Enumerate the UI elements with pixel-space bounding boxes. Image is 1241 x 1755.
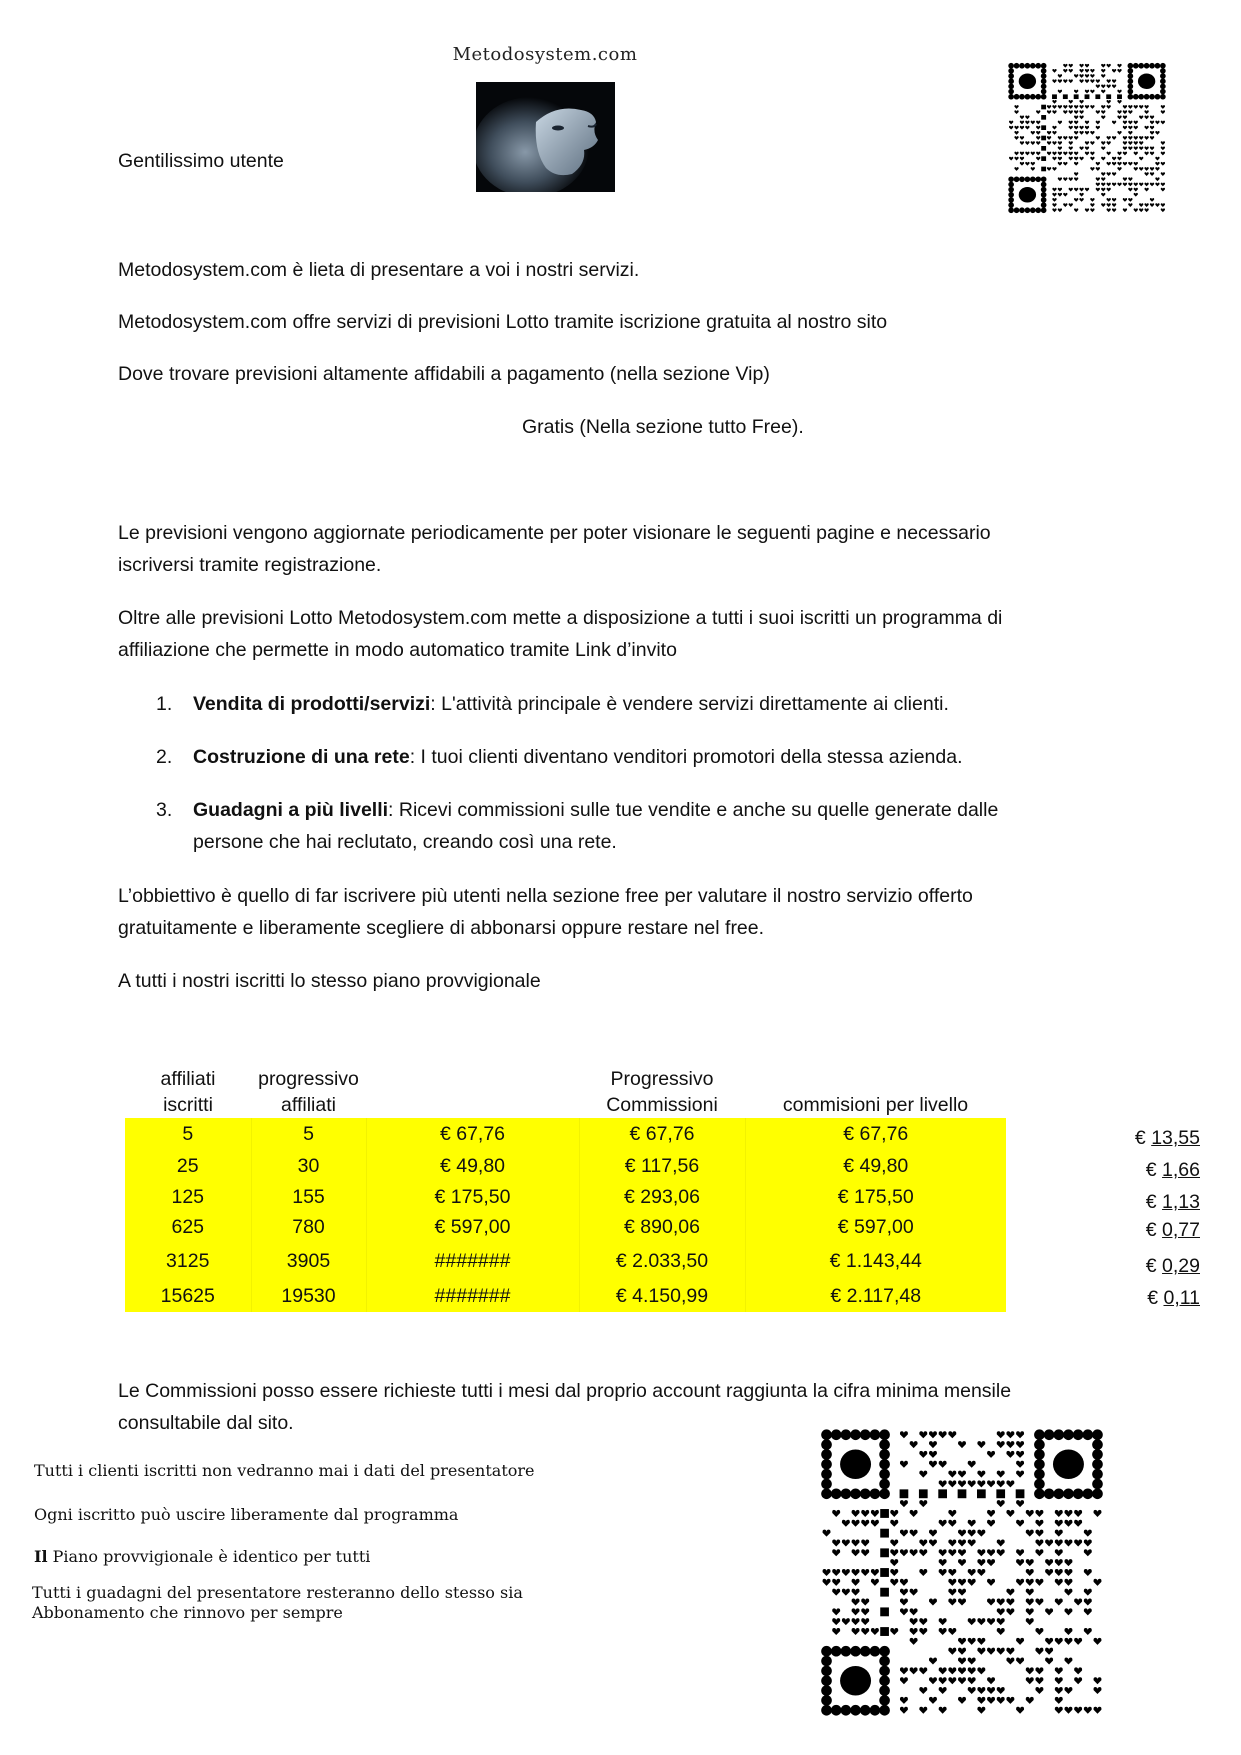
para-previsioni-line-2: iscriversi tramite registrazione.	[118, 554, 382, 576]
side-value-number: 1,13	[1162, 1191, 1200, 1213]
list-number: 3.	[156, 799, 173, 821]
qr-code-top	[1003, 58, 1171, 218]
list-number: 2.	[156, 746, 173, 768]
side-value-number: 0,77	[1162, 1219, 1200, 1241]
table-row	[125, 1242, 1006, 1280]
para-obiettivo-line-1: L’obbiettivo è quello di far iscrivere più utenti nella sezione free per valutare il nostro servizio offerto	[118, 885, 973, 907]
table-header-row	[125, 1066, 1006, 1118]
header-progressivo-affiliati: progressivo affiliati	[251, 1066, 366, 1118]
table-cell: 25	[125, 1150, 251, 1182]
table-cell: € 117,56	[579, 1150, 745, 1182]
header-commissioni-livello: commisioni per livello	[745, 1066, 1006, 1118]
currency-symbol: €	[1145, 1219, 1157, 1241]
table-cell: € 1.143,44	[745, 1242, 1006, 1280]
table-cell: € 67,76	[745, 1118, 1006, 1150]
side-value	[1120, 1255, 1200, 1278]
side-value-number: 1,66	[1162, 1159, 1200, 1181]
table-cell: 30	[251, 1150, 366, 1182]
table-cell: € 293,06	[579, 1182, 745, 1212]
table-row	[125, 1182, 1006, 1212]
intro-line-4: Gratis (Nella sezione tutto Free).	[522, 416, 804, 438]
qr-code-bottom	[812, 1420, 1112, 1725]
note-4: Tutti i guadagni del presentatore resteranno dello stesso sia	[32, 1583, 523, 1602]
table-cell: € 67,76	[579, 1118, 745, 1150]
table-cell: € 49,80	[745, 1150, 1006, 1182]
para-previsioni-line-1: Le previsioni vengono aggiornate periodicamente per poter visionare le seguenti pagine e necessario	[118, 522, 991, 544]
list-number: 1.	[156, 693, 173, 715]
para-commissioni-line-2: consultabile dal sito.	[118, 1412, 294, 1434]
list-item-title: Costruzione di una rete	[193, 746, 410, 768]
list-item-title: Vendita di prodotti/servizi	[193, 693, 431, 715]
list-item-text: : I tuoi clienti diventano venditori promotori della stessa azienda.	[409, 746, 963, 768]
table-cell: 155	[251, 1182, 366, 1212]
side-value	[1120, 1191, 1200, 1214]
table-cell: € 2.117,48	[745, 1280, 1006, 1312]
header-progressivo-commissioni: Progressivo Commissioni	[579, 1066, 745, 1118]
side-value	[1120, 1287, 1200, 1310]
table-cell: € 890,06	[579, 1212, 745, 1242]
note-3-text: Piano provvigionale è identico per tutti	[47, 1547, 371, 1566]
currency-symbol: €	[1134, 1127, 1146, 1149]
qr-code-icon	[1003, 58, 1171, 218]
currency-symbol: €	[1145, 1159, 1157, 1181]
table-cell: 125	[125, 1182, 251, 1212]
table-cell: 5	[251, 1118, 366, 1150]
side-value-number: 13,55	[1151, 1127, 1200, 1149]
currency-symbol: €	[1147, 1287, 1159, 1309]
lion-logo-image	[476, 82, 615, 192]
table-cell: 3125	[125, 1242, 251, 1280]
para-piano: A tutti i nostri iscritti lo stesso piano provvigionale	[118, 970, 541, 992]
table-cell: € 175,50	[366, 1182, 579, 1212]
greeting: Gentilissimo utente	[118, 150, 284, 172]
table-cell: 3905	[251, 1242, 366, 1280]
table-cell: #######	[366, 1242, 579, 1280]
note-1: Tutti i clienti iscritti non vedranno mai i dati del presentatore	[34, 1461, 535, 1480]
table-row	[125, 1118, 1006, 1150]
para-commissioni-line-1: Le Commissioni posso essere richieste tutti i mesi dal proprio account raggiunta la cifra minima mensile	[118, 1380, 1012, 1402]
table-cell: #######	[366, 1280, 579, 1312]
list-item	[193, 794, 998, 826]
side-value-number: 0,29	[1162, 1255, 1200, 1277]
list-item	[193, 688, 949, 720]
list-item-continuation: persone che hai reclutato, creando così una rete.	[193, 831, 617, 853]
qr-code-icon	[812, 1420, 1112, 1725]
list-item-title: Guadagni a più livelli	[193, 799, 389, 821]
table-cell: € 597,00	[366, 1212, 579, 1242]
brand-title: Metodosystem.com	[452, 44, 638, 65]
side-value	[1120, 1159, 1200, 1182]
list-item	[193, 741, 963, 773]
table-row	[125, 1212, 1006, 1242]
note-3-prefix: Il	[34, 1547, 48, 1566]
table-cell: € 4.150,99	[579, 1280, 745, 1312]
table-cell: € 597,00	[745, 1212, 1006, 1242]
table-cell: € 49,80	[366, 1150, 579, 1182]
table-cell: 19530	[251, 1280, 366, 1312]
currency-symbol: €	[1145, 1255, 1157, 1277]
para-oltre-line-1: Oltre alle previsioni Lotto Metodosystem.com mette a disposizione a tutti i suoi iscritti un programma di	[118, 607, 1003, 629]
para-oltre-line-2: affiliazione che permette in modo automatico tramite Link d’invito	[118, 639, 677, 661]
lion-icon	[476, 82, 615, 192]
table-cell: 5	[125, 1118, 251, 1150]
note-3	[34, 1547, 370, 1566]
side-value	[1120, 1127, 1200, 1150]
intro-line-1: Metodosystem.com è lieta di presentare a voi i nostri servizi.	[118, 259, 640, 281]
table-cell: € 67,76	[366, 1118, 579, 1150]
table-row	[125, 1280, 1006, 1312]
note-2: Ogni iscritto può uscire liberamente dal programma	[34, 1505, 459, 1524]
header-empty	[366, 1066, 579, 1118]
list-item-text: : L'attività principale è vendere servizi direttamente ai clienti.	[430, 693, 949, 715]
side-value	[1120, 1219, 1200, 1242]
header-affiliati-iscritti: affiliati iscritti	[125, 1066, 251, 1118]
table-row	[125, 1150, 1006, 1182]
table-cell: 780	[251, 1212, 366, 1242]
side-value-number: 0,11	[1163, 1287, 1200, 1309]
table-cell: 15625	[125, 1280, 251, 1312]
table-cell: 625	[125, 1212, 251, 1242]
table-cell: € 2.033,50	[579, 1242, 745, 1280]
currency-symbol: €	[1145, 1191, 1157, 1213]
commission-table	[125, 1066, 1006, 1312]
intro-line-3: Dove trovare previsioni altamente affidabili a pagamento (nella sezione Vip)	[118, 363, 770, 385]
intro-line-2: Metodosystem.com offre servizi di previsioni Lotto tramite iscrizione gratuita al nostro sito	[118, 311, 888, 333]
note-5: Abbonamento che rinnovo per sempre	[32, 1603, 343, 1622]
para-obiettivo-line-2: gratuitamente e liberamente scegliere di abbonarsi oppure restare nel free.	[118, 917, 765, 939]
table-cell: € 175,50	[745, 1182, 1006, 1212]
list-item-text: : Ricevi commissioni sulle tue vendite e anche su quelle generate dalle	[388, 799, 999, 821]
